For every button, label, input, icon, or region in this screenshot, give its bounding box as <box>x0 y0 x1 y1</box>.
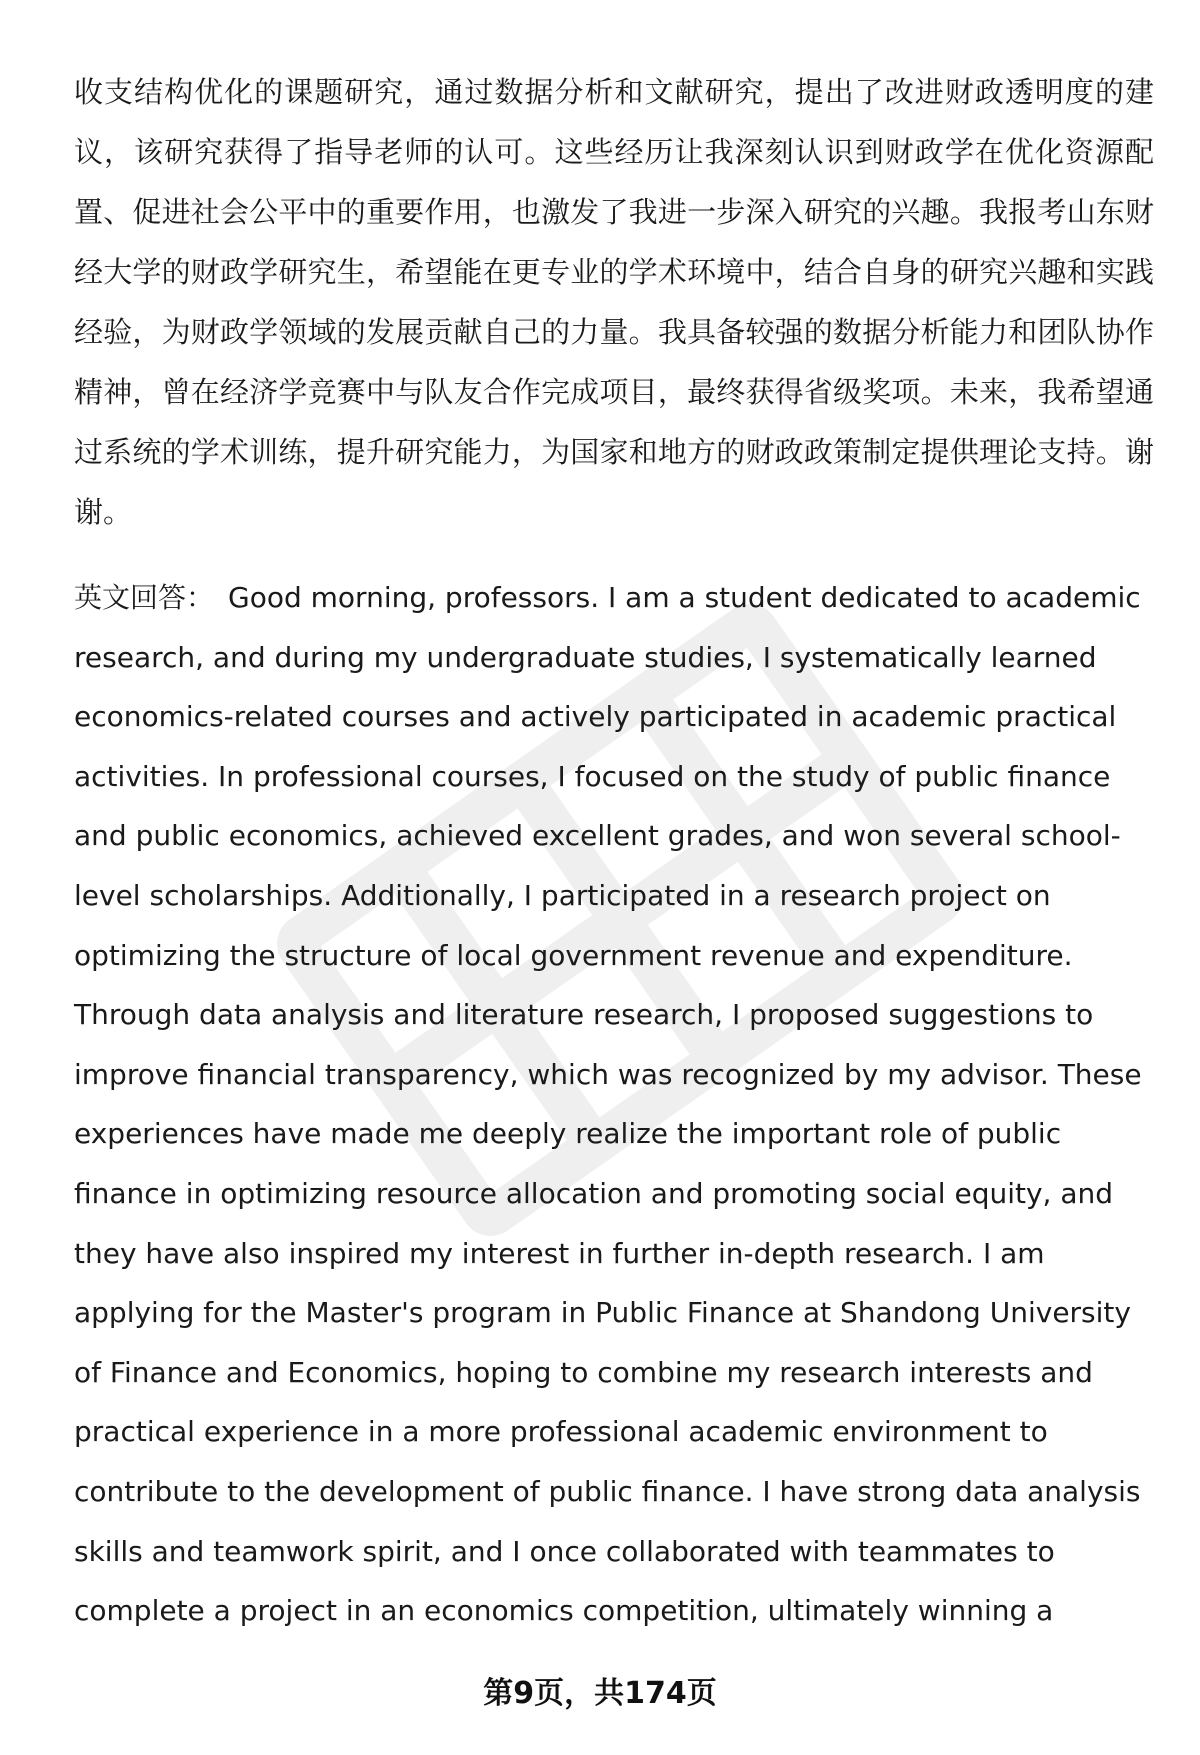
chinese-answer-paragraph: 收支结构优化的课题研究，通过数据分析和文献研究，提出了改进财政透明度的建议，该研究获得了指导老师的认可。这些经历让我深刻认识到财政学在优化资源配置、促进社会公平中的重要作用，也激发了我进一步深入研究的兴趣。我报考山东财经大学的财政学研究生，希望能在更专业的学术环境中，结合自身的研究兴趣和实践经验，为财政学领域的发展贡献自己的力量。我具备较强的数据分析能力和团队协作精神，曾在经济学竞赛中与队友合作完成项目，最终获得省级奖项。未来，我希望通过系统的学术训练，提升研究能力，为国家和地方的财政政策制定提供理论支持。谢谢。 <box>74 75 1154 529</box>
english-answer-paragraph <box>74 568 1154 1641</box>
document-body <box>74 62 1154 1641</box>
english-answer-label: 英文回答： <box>74 581 215 614</box>
page-number: 第9页，共174页 <box>483 1676 717 1711</box>
english-answer-text: Good morning, professors. I am a student dedicated to academic research, and during my undergraduate studies, I systematically learned economics-related courses and actively participated in academic practical activities. In professional courses, I focused on the study of public finance and public economics, achieved excellent grades, and won several school-level scholarships. Additionally, I participated in a research project on optimizing the structure of local government revenue and expenditure. Through data analysis and literature research, I proposed suggestions to improve financial transparency, which was recognized by my advisor. These experiences have made me deeply realize the important role of public finance in optimizing resource allocation and promoting social equity, and they have also inspired my interest in further in-depth research. I am applying for the Master's program in Public Finance at Shandong University of Finance and Economics, hoping to combine my research interests and practical experience in a more professional academic environment to contribute to the development of public finance. I have strong data analysis skills and teamwork spirit, and I once collaborated with teammates to complete a project in an economics competition, ultimately winning a <box>74 581 1142 1628</box>
